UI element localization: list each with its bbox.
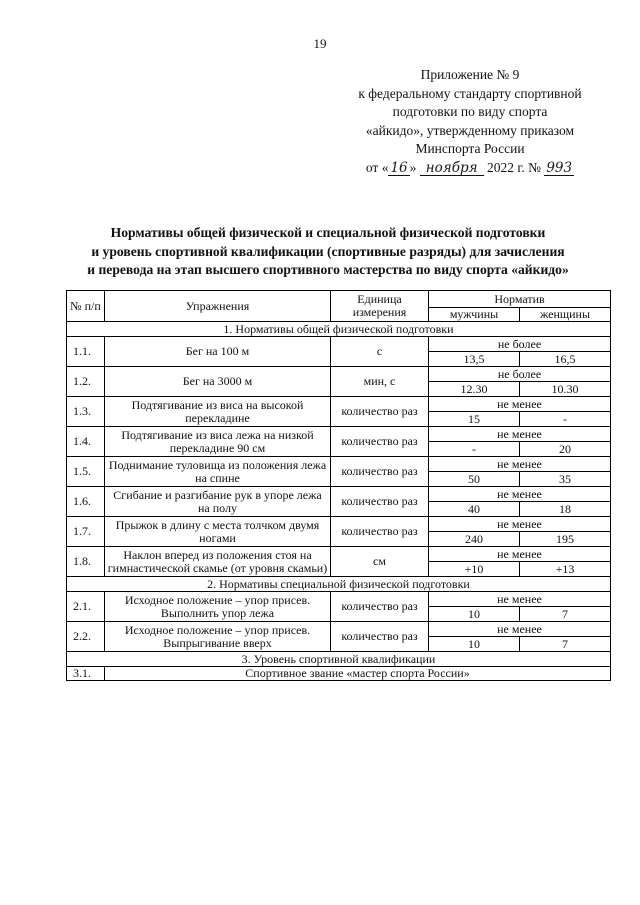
row-norm-mode: не менее — [429, 517, 611, 532]
row-exercise: Подтягивание из виса на высокой перекладине — [105, 397, 331, 427]
section-row — [67, 577, 611, 592]
title-line: и перевода на этап высшего спортивного мастерства по виду спорта «айкидо» — [87, 262, 569, 277]
row-value-men: - — [429, 442, 520, 457]
row-value-women: 10.30 — [520, 382, 611, 397]
row-value-men: 10 — [429, 607, 520, 622]
row-exercise: Исходное положение – упор присев. Выпрыгивание вверх — [105, 622, 331, 652]
row-value-men: 240 — [429, 532, 520, 547]
row-exercise: Наклон вперед из положения стоя на гимнастической скамье (от уровня скамьи) — [105, 547, 331, 577]
row-number: 1.3. — [67, 397, 105, 427]
row-value-men: +10 — [429, 562, 520, 577]
year-text: 2022 г. № — [486, 159, 541, 175]
handwritten-day: 16 — [390, 159, 408, 176]
row-value-men: 50 — [429, 472, 520, 487]
handwritten-order-number: 993 — [546, 159, 573, 176]
row-norm-mode: не более — [429, 337, 611, 352]
section-row — [67, 652, 611, 667]
document-title — [30, 224, 626, 280]
table-row — [67, 337, 611, 352]
row-value-women: 20 — [520, 442, 611, 457]
row-norm-mode: не менее — [429, 457, 611, 472]
row-value-women: 18 — [520, 502, 611, 517]
row-unit: с — [331, 337, 429, 367]
row-value-women: - — [520, 412, 611, 427]
row-norm-mode: не менее — [429, 547, 611, 562]
row-number: 1.8. — [67, 547, 105, 577]
section-row — [67, 322, 611, 337]
row-norm-mode: не более — [429, 367, 611, 382]
appendix-line: к федеральному стандарту спортивной — [358, 85, 582, 101]
title-line: и уровень спортивной квалификации (спортивные разряды) для зачисления — [91, 243, 565, 259]
row-value-men: 40 — [429, 502, 520, 517]
appendix-header — [340, 66, 600, 177]
row-number: 1.5. — [67, 457, 105, 487]
row-exercise: Спортивное звание «мастер спорта России» — [105, 667, 611, 681]
appendix-line: «айкидо», утвержденному приказом — [365, 122, 575, 138]
row-number: 1.7. — [67, 517, 105, 547]
table-row — [67, 487, 611, 502]
row-value-women: 35 — [520, 472, 611, 487]
row-value-men: 13,5 — [429, 352, 520, 367]
date-mid: » — [409, 159, 417, 175]
row-unit: количество раз — [331, 517, 429, 547]
table-row — [67, 547, 611, 562]
row-unit: количество раз — [331, 622, 429, 652]
row-number: 2.2. — [67, 622, 105, 652]
row-value-women: 16,5 — [520, 352, 611, 367]
norms-table — [66, 290, 611, 681]
row-number: 3.1. — [67, 667, 105, 681]
row-norm-mode: не менее — [429, 487, 611, 502]
header-men: мужчины — [429, 308, 520, 322]
row-unit: количество раз — [331, 457, 429, 487]
row-number: 1.4. — [67, 427, 105, 457]
row-number: 1.1. — [67, 337, 105, 367]
appendix-line: Приложение № 9 — [420, 67, 520, 82]
header-unit: Единица измерения — [331, 291, 429, 322]
date-prefix: от « — [365, 159, 389, 175]
header-exercise: Упражнения — [105, 291, 331, 322]
row-norm-mode: не менее — [429, 397, 611, 412]
norms-table-body — [67, 291, 611, 681]
appendix-line: подготовки по виду спорта — [392, 104, 548, 119]
table-row — [67, 367, 611, 382]
table-row — [67, 592, 611, 607]
row-norm-mode: не менее — [429, 622, 611, 637]
row-exercise: Сгибание и разгибание рук в упоре лежа на полу — [105, 487, 331, 517]
row-number: 1.6. — [67, 487, 105, 517]
handwritten-month: ноября — [420, 161, 484, 176]
row-unit: количество раз — [331, 427, 429, 457]
row-value-men: 12.30 — [429, 382, 520, 397]
row-unit: количество раз — [331, 487, 429, 517]
table-row — [67, 622, 611, 637]
appendix-line: Минспорта России — [415, 141, 525, 156]
row-value-men: 15 — [429, 412, 520, 427]
row-value-women: 7 — [520, 637, 611, 652]
section-title: 3. Уровень спортивной квалификации — [67, 652, 611, 667]
header-women: женщины — [520, 308, 611, 322]
row-exercise: Исходное положение – упор присев. Выполнить упор лежа — [105, 592, 331, 622]
title-line: Нормативы общей физической и специальной физической подготовки — [110, 225, 546, 240]
section-title: 1. Нормативы общей физической подготовки — [67, 322, 611, 337]
row-norm-mode: не менее — [429, 427, 611, 442]
row-exercise: Подтягивание из виса лежа на низкой перекладине 90 см — [105, 427, 331, 457]
row-value-women: +13 — [520, 562, 611, 577]
header-num: № п/п — [67, 291, 105, 322]
row-exercise: Поднимание туловища из положения лежа на спине — [105, 457, 331, 487]
row-value-women: 7 — [520, 607, 611, 622]
row-value-men: 10 — [429, 637, 520, 652]
row-number: 1.2. — [67, 367, 105, 397]
table-row — [67, 397, 611, 412]
header-norm: Норматив — [429, 291, 611, 308]
row-exercise: Бег на 100 м — [105, 337, 331, 367]
table-row — [67, 457, 611, 472]
table-row — [67, 667, 611, 681]
row-number: 2.1. — [67, 592, 105, 622]
table-row — [67, 427, 611, 442]
row-exercise: Прыжок в длину с места толчком двумя ногами — [105, 517, 331, 547]
row-unit: мин, с — [331, 367, 429, 397]
header-row — [67, 291, 611, 308]
table-row — [67, 517, 611, 532]
section-title: 2. Нормативы специальной физической подготовки — [67, 577, 611, 592]
row-unit: см — [331, 547, 429, 577]
row-value-women: 195 — [520, 532, 611, 547]
appendix-date-line — [340, 159, 600, 178]
row-unit: количество раз — [331, 592, 429, 622]
row-norm-mode: не менее — [429, 592, 611, 607]
row-exercise: Бег на 3000 м — [105, 367, 331, 397]
page-number: 19 — [313, 36, 327, 51]
row-unit: количество раз — [331, 397, 429, 427]
